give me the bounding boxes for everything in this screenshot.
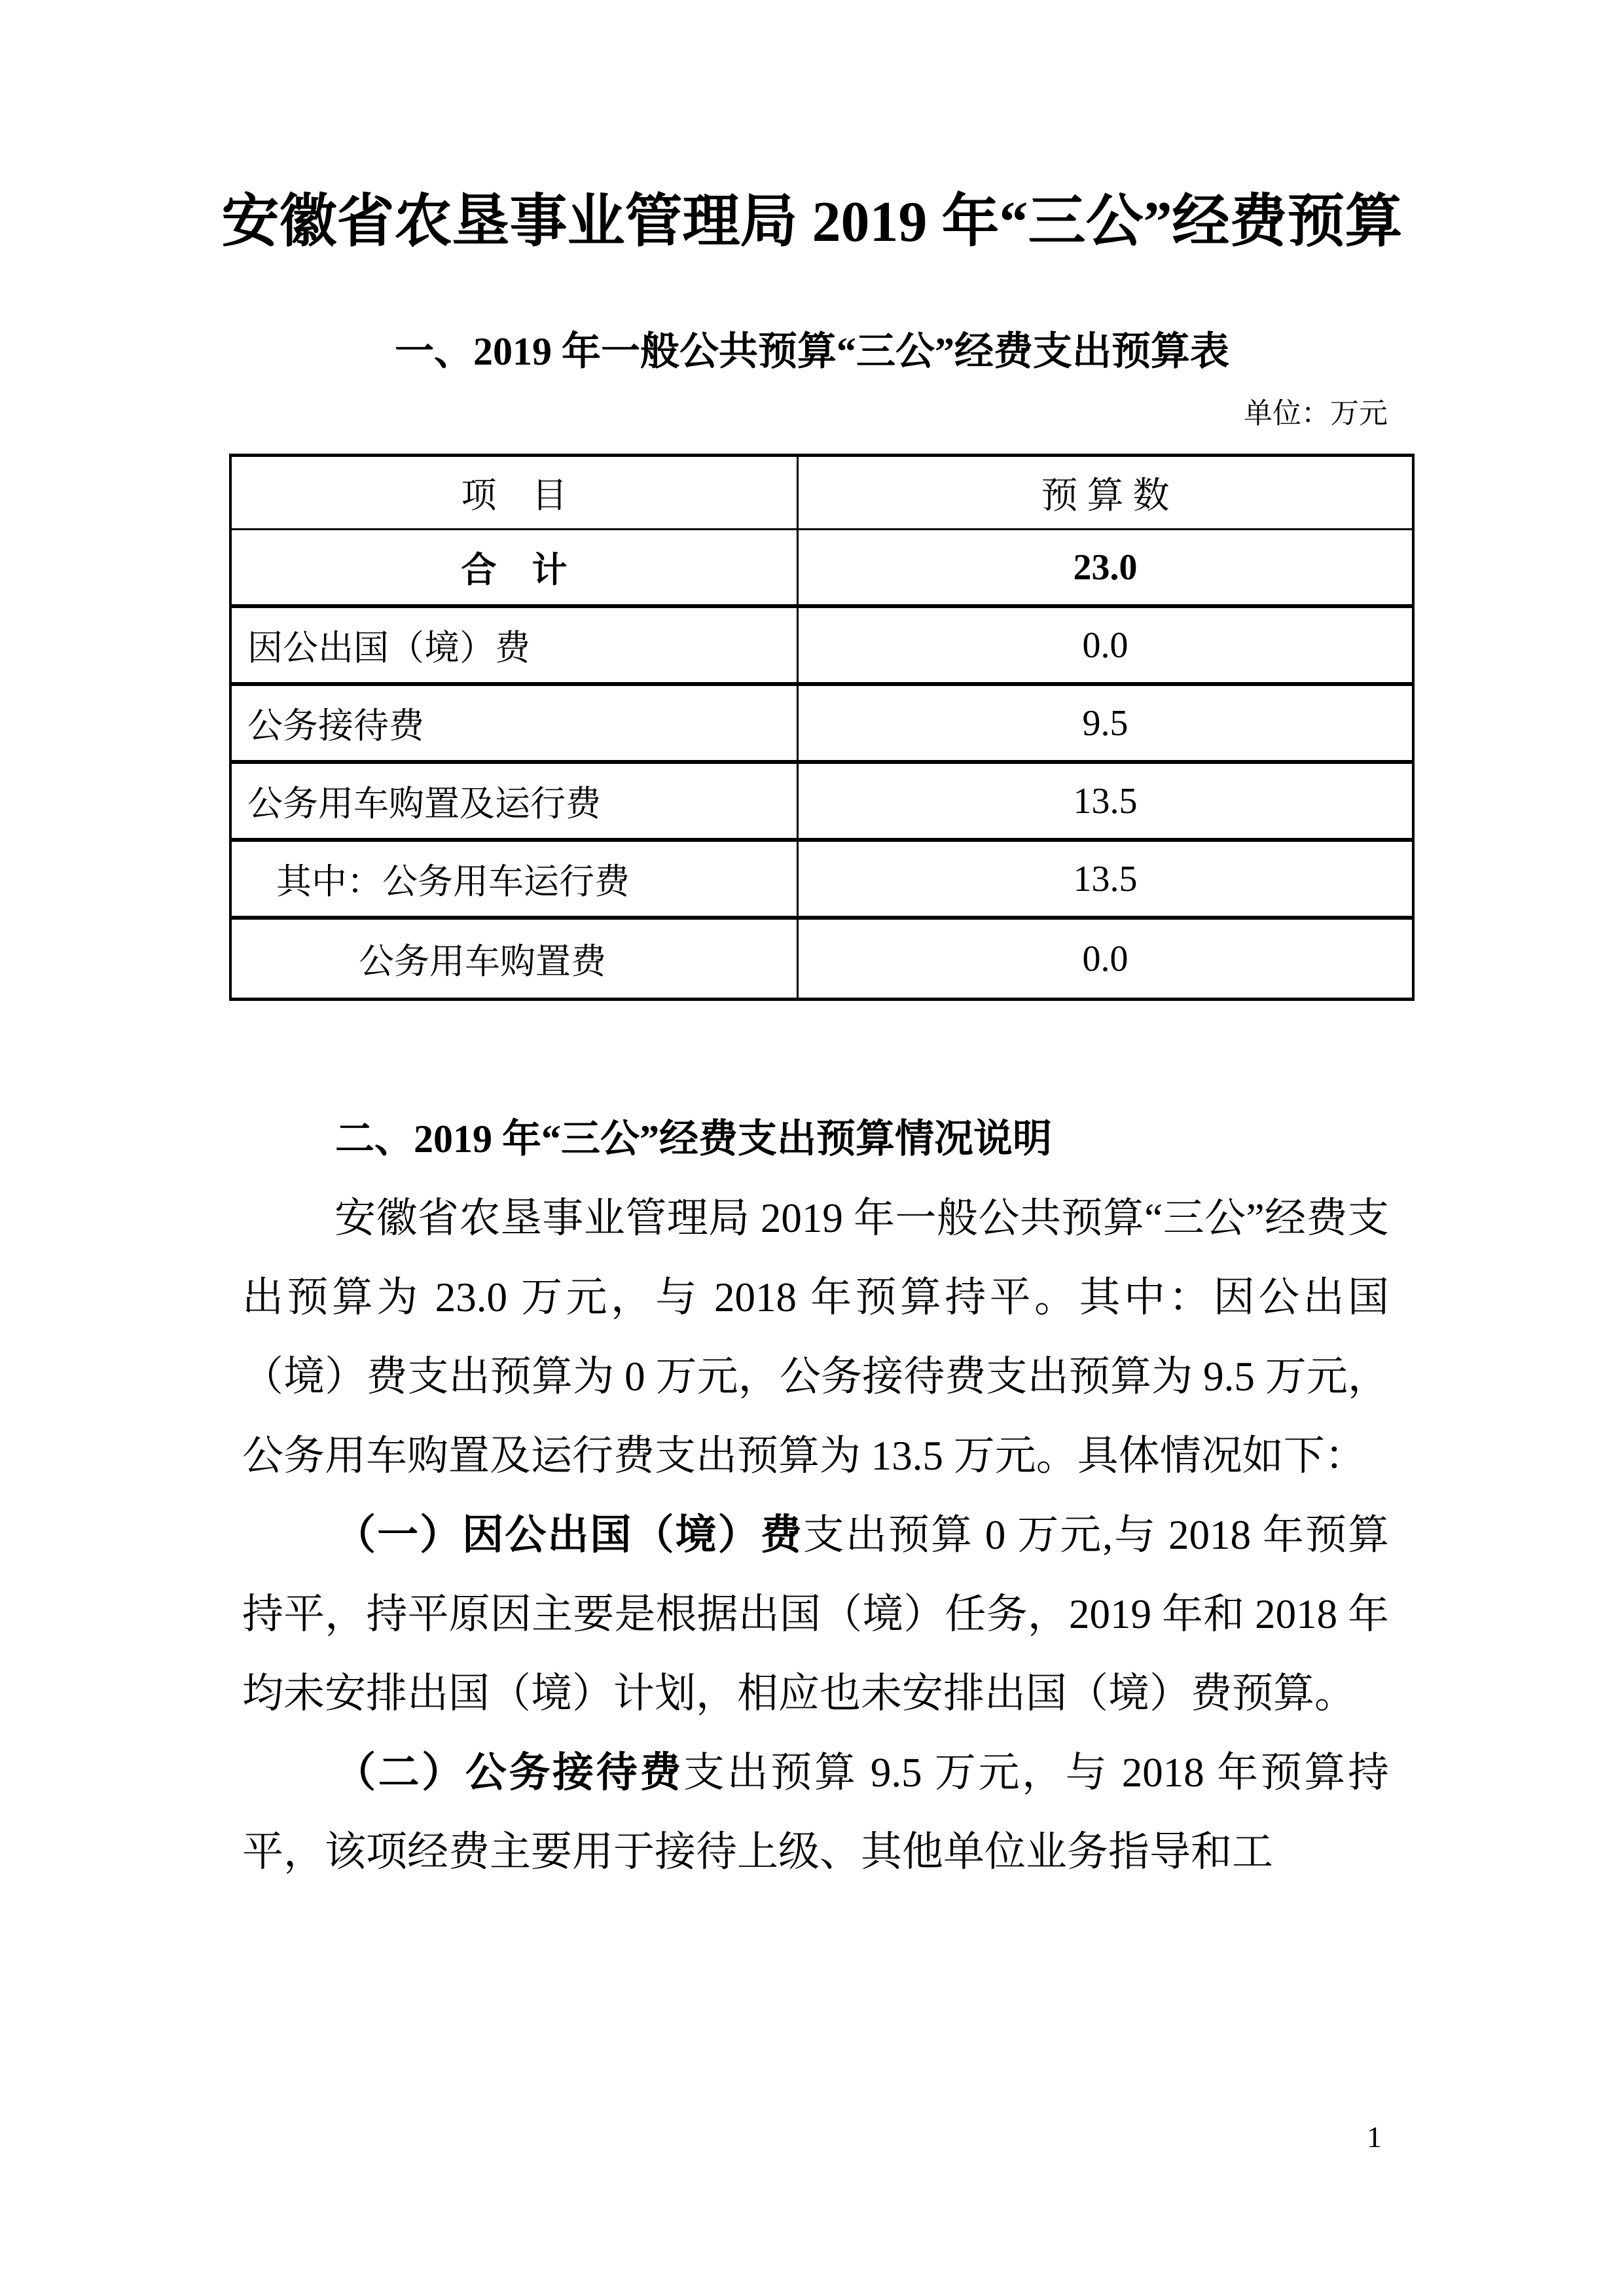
table-row: [232, 686, 1412, 764]
budget-table: [229, 454, 1415, 1001]
bold-run: （二）公务接待费: [334, 1750, 683, 1796]
value-cell: 13.5: [1073, 780, 1138, 822]
header-item-cell: 项 目: [232, 457, 799, 528]
unit-label: 单位：万元: [1244, 397, 1388, 429]
item-cell: 公务接待费: [232, 686, 799, 760]
table-row: [232, 842, 1412, 920]
text-run: 安徽省农垦事业管理局 2019 年一般公共预算“三公”经费支出预算为 23.0 万元，与 2018 年预算持平。其中：因公出国（境）费支出预算为 0 万元，公务接待费支出预算为 9.5 万元，公务用车购置及运行费支出预算为 13.5 万元。具体情况如下：: [242, 1195, 1389, 1479]
text-run: 支出预算 0 万元,与 2018 年预算持平，持平原因主要是根据出国（境）任务，2019 年和 2018 年均未安排出国（境）计划，相应也未安排出国（境）费预算。: [242, 1512, 1390, 1716]
paragraph: [242, 1179, 1389, 1496]
table-row: [232, 764, 1412, 842]
paragraphs: [242, 1179, 1389, 1892]
section1-heading: 一、2019 年一般公共预算“三公”经费支出预算表: [395, 330, 1229, 373]
paragraph: [242, 1496, 1389, 1733]
item-cell: 合 计: [232, 530, 799, 604]
item-cell: 因公出国（境）费: [232, 608, 799, 682]
section2-heading: 二、2019 年“三公”经费支出预算情况说明: [335, 1117, 1052, 1161]
bold-run: （一）因公出国（境）费: [334, 1512, 803, 1558]
table-row: [232, 920, 1412, 998]
document-title: 安徽省农垦事业管理局 2019 年“三公”经费预算: [221, 190, 1403, 254]
paragraph: [242, 1733, 1389, 1892]
item-cell: 其中：公务用车运行费: [232, 842, 799, 916]
table-row: [232, 608, 1412, 686]
value-cell: 9.5: [1082, 702, 1128, 744]
value-cell: 13.5: [1073, 858, 1138, 899]
value-cell: 23.0: [1073, 547, 1138, 588]
page-number: 1: [1367, 2120, 1382, 2154]
table-row: [232, 530, 1412, 608]
header-value-cell: 预 算 数: [1041, 475, 1170, 516]
item-cell: 公务用车购置费: [232, 920, 799, 998]
budget-table-rows: [232, 530, 1412, 998]
value-cell: 0.0: [1082, 938, 1128, 979]
item-cell: 公务用车购置及运行费: [232, 764, 799, 838]
text-run: 支出预算 9.5 万元，与 2018 年预算持平，该项经费主要用于接待上级、其他单位业务指导和工: [242, 1750, 1390, 1875]
value-cell: 0.0: [1082, 624, 1128, 666]
table-header-row: [232, 457, 1412, 530]
